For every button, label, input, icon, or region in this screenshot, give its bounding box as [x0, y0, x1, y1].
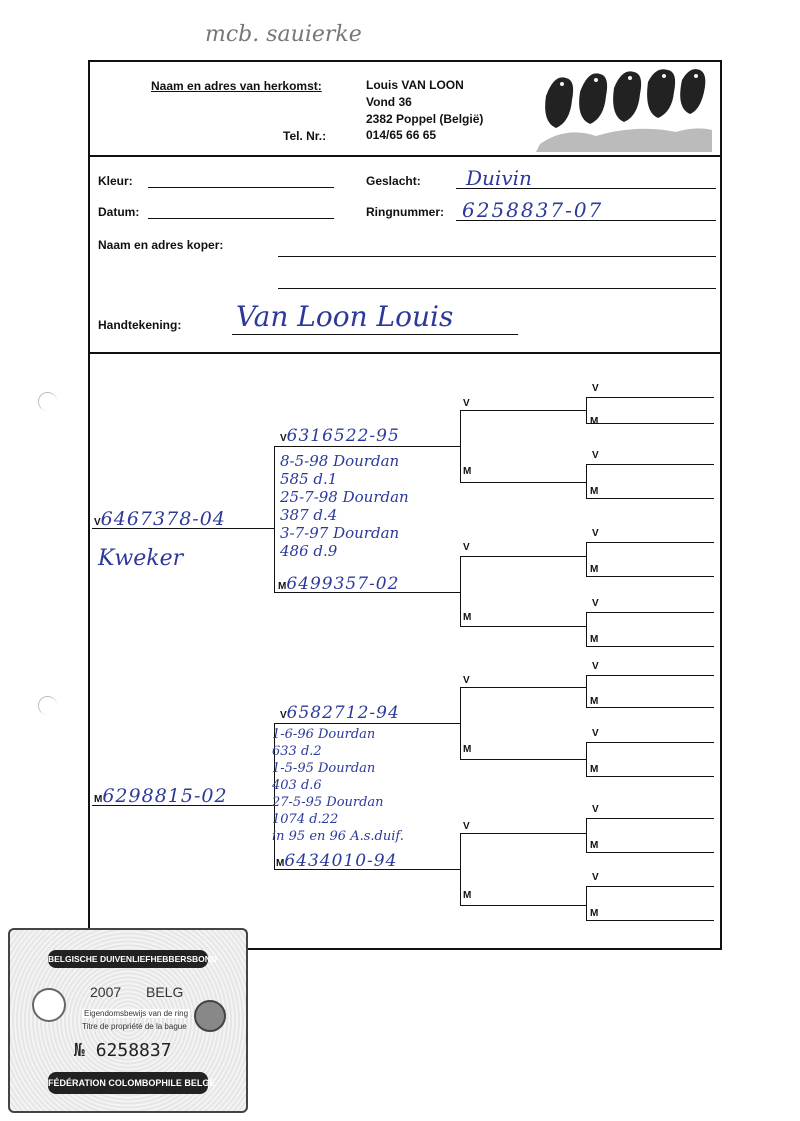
card-number: 6258837 — [95, 1040, 172, 1061]
gen4-v-label: V — [592, 450, 599, 461]
tel-number: 014/65 66 65 — [366, 128, 437, 142]
mm-prefix: M — [276, 858, 285, 869]
g4-line — [586, 920, 714, 921]
card-year: 2007 — [90, 984, 122, 1000]
datum-label: Datum: — [98, 205, 140, 219]
g4-line — [586, 612, 714, 613]
mf-result: 1-5-95 Dourdan — [272, 761, 376, 776]
mf-result: 633 d.2 — [272, 744, 322, 759]
punch-hole — [38, 392, 57, 411]
g3-line — [460, 759, 586, 760]
gen4-m-label: M — [590, 634, 599, 645]
ff-prefix: V — [280, 433, 287, 444]
g3-line — [460, 556, 586, 557]
g3-line — [460, 410, 586, 411]
gen4-v-label: V — [592, 872, 599, 883]
gen4-m-label: M — [590, 908, 599, 919]
gen4-m-label: M — [590, 416, 599, 427]
card-country: BELG — [146, 984, 184, 1000]
g4-bracket — [586, 886, 587, 920]
breeder-name: Louis VAN LOON — [366, 78, 464, 92]
geslacht-value: Duivin — [466, 166, 532, 190]
buyer-label: Naam en adres koper: — [98, 238, 224, 252]
g4-line — [586, 886, 714, 887]
breeder-city: 2382 Poppel (België) — [366, 112, 484, 126]
gen3-m-label: M — [463, 466, 472, 477]
g4-line — [586, 464, 714, 465]
ring-ownership-card — [8, 928, 248, 1113]
card-line1: Eigendomsbewijs van de ring — [84, 1009, 189, 1018]
g4-line — [586, 576, 714, 577]
top-scribble: mcb. sauierke — [205, 22, 362, 47]
gen4-m-label: M — [590, 564, 599, 575]
gen3-v-label: V — [463, 675, 470, 686]
form-separator — [88, 352, 722, 354]
card-bottom-banner: FÉDÉRATION COLOMBOPHILE BELGE — [48, 1072, 208, 1094]
father-bracket — [274, 446, 275, 592]
signature-line[interactable] — [232, 334, 518, 335]
g4-line — [586, 423, 714, 424]
g3-line — [460, 687, 586, 688]
gen4-m-label: M — [590, 764, 599, 775]
mm-entry — [276, 851, 397, 871]
signature: Van Loon Louis — [236, 300, 454, 333]
buyer-line-2[interactable] — [278, 288, 716, 289]
ff-result: 486 d.9 — [280, 542, 338, 560]
father-ring: 6467378-04 — [100, 508, 226, 530]
gen4-v-label: V — [592, 661, 599, 672]
card-line2: Titre de propriété de la bague — [82, 1022, 187, 1031]
buyer-line-1[interactable] — [278, 256, 716, 257]
fm-ring: 6499357-02 — [286, 574, 400, 594]
father-prefix: V — [94, 517, 101, 528]
gen4-m-label: M — [590, 840, 599, 851]
father-entry — [94, 508, 226, 530]
mf-result: 1-6-96 Dourdan — [272, 727, 376, 742]
g4-bracket — [586, 675, 587, 707]
card-left-hole — [32, 988, 66, 1022]
gen3-v-label: V — [463, 542, 470, 553]
ff-results — [280, 452, 409, 560]
g4-line — [586, 707, 714, 708]
gen4-v-label: V — [592, 728, 599, 739]
mf-results — [272, 726, 404, 845]
kleur-field-line[interactable] — [148, 187, 334, 188]
pigeons-logo — [536, 66, 712, 152]
gen4-v-label: V — [592, 528, 599, 539]
card-number-prefix: № — [74, 1040, 85, 1061]
g4-line — [586, 675, 714, 676]
signature-label: Handtekening: — [98, 318, 182, 332]
gen4-m-label: M — [590, 486, 599, 497]
mf-entry — [280, 703, 400, 723]
header-separator — [88, 155, 722, 157]
g3-line — [460, 482, 586, 483]
mf-result: 27-5-95 Dourdan — [272, 795, 384, 810]
g4-line — [586, 742, 714, 743]
g4-line — [586, 542, 714, 543]
mf-ring: 6582712-94 — [286, 703, 400, 723]
ff-line — [274, 446, 460, 447]
g4-bracket — [586, 612, 587, 646]
ff-ring: 6316522-95 — [286, 426, 400, 446]
g4-bracket — [586, 742, 587, 776]
g4-line — [586, 776, 714, 777]
mf-result: 1074 d.22 — [272, 812, 339, 827]
card-number-block — [74, 1040, 172, 1061]
g3-bracket-1 — [460, 410, 461, 482]
mf-result: in 95 en 96 A.s.duif. — [272, 829, 404, 844]
datum-field-line[interactable] — [148, 218, 334, 219]
origin-label: Naam en adres van herkomst: — [151, 79, 322, 93]
gen4-v-label: V — [592, 598, 599, 609]
ff-result: 585 d.1 — [280, 470, 338, 488]
g3-bracket-3 — [460, 687, 461, 759]
g4-line — [586, 498, 714, 499]
g3-line — [460, 905, 586, 906]
ff-result: 3-7-97 Dourdan — [280, 524, 400, 542]
father-note: Kweker — [98, 546, 184, 571]
g4-bracket — [586, 818, 587, 852]
g4-bracket — [586, 464, 587, 498]
card-seal — [194, 1000, 226, 1032]
geslacht-label: Geslacht: — [366, 174, 421, 188]
ff-entry — [280, 426, 400, 446]
g3-bracket-2 — [460, 556, 461, 626]
g3-bracket-4 — [460, 833, 461, 905]
mf-prefix: V — [280, 710, 287, 721]
kleur-label: Kleur: — [98, 174, 133, 188]
g4-line — [586, 852, 714, 853]
g4-bracket — [586, 542, 587, 576]
mm-ring: 6434010-94 — [284, 851, 398, 871]
ring-value: 6258837-07 — [462, 198, 604, 222]
fm-entry — [278, 574, 399, 594]
ff-result: 387 d.4 — [280, 506, 338, 524]
g4-line — [586, 646, 714, 647]
gen3-m-label: M — [463, 890, 472, 901]
mother-ring: 6298815-02 — [102, 785, 228, 807]
g4-line — [586, 818, 714, 819]
fm-prefix: M — [278, 581, 287, 592]
gen4-v-label: V — [592, 383, 599, 394]
ring-label: Ringnummer: — [366, 205, 444, 219]
mother-line — [92, 805, 274, 806]
gen3-m-label: M — [463, 744, 472, 755]
gen3-m-label: M — [463, 612, 472, 623]
father-line — [92, 528, 274, 529]
g4-line — [586, 397, 714, 398]
ff-result: 8-5-98 Dourdan — [280, 452, 400, 470]
gen3-v-label: V — [463, 398, 470, 409]
mf-result: 403 d.6 — [272, 778, 322, 793]
mf-line — [274, 723, 460, 724]
g3-line — [460, 833, 586, 834]
tel-label: Tel. Nr.: — [283, 129, 327, 143]
mother-entry — [94, 785, 228, 807]
gen4-v-label: V — [592, 804, 599, 815]
punch-hole — [38, 696, 57, 715]
g4-bracket — [586, 397, 587, 423]
gen3-v-label: V — [463, 821, 470, 832]
ff-result: 25-7-98 Dourdan — [280, 488, 409, 506]
mother-prefix: M — [94, 794, 103, 805]
card-top-banner: BELGISCHE DUIVENLIEFHEBBERSBOND — [48, 950, 208, 968]
breeder-street: Vond 36 — [366, 95, 412, 109]
g3-line — [460, 626, 586, 627]
gen4-m-label: M — [590, 696, 599, 707]
